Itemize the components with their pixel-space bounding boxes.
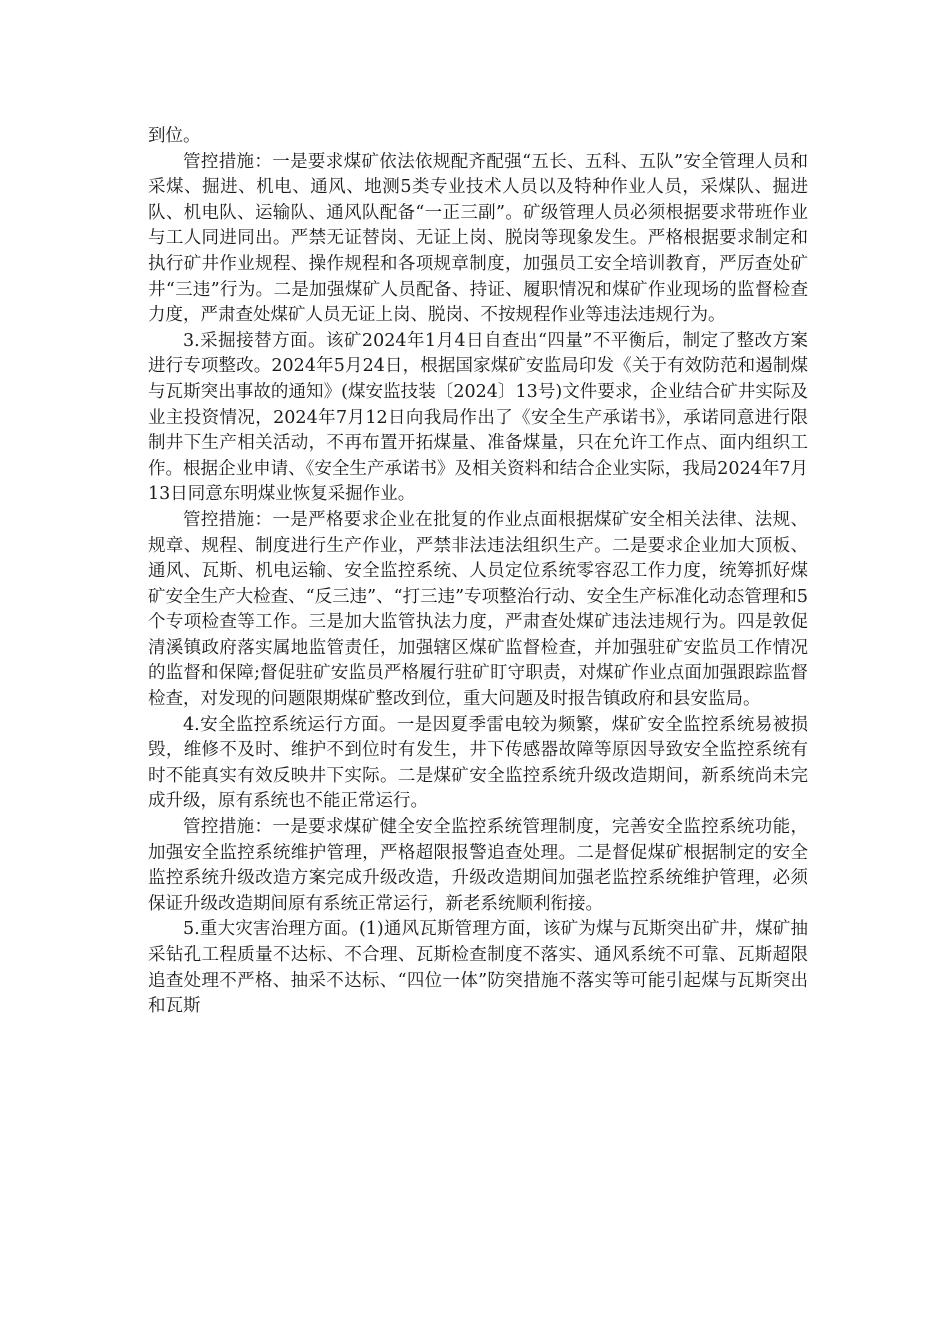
paragraph-monitoring-system: 4.安全监控系统运行方面。一是因夏季雷电较为频繁，煤矿安全监控系统易被损毁，维修不及时、维护不到位时有发生，井下传感器故障等原因导致安全监控系统有时不能真实有效反映井下实际。二是煤矿安全监控系统升级改造期间，新系统尚未完成升级，原有系统也不能正常运行。: [148, 714, 808, 812]
paragraph-control-measures-personnel: 管控措施：一是要求煤矿依法依规配齐配强“五长、五科、五队”安全管理人员和采煤、掘进、机电、通风、地测5类专业技术人员以及特种作业人员，采煤队、掘进队、机电队、运输队、通风队配备“一正三副”。矿级管理人员必须根据要求带班作业与工人同进同出。严禁无证替岗、无证上岗、脱岗等现象发生。严格根据要求制定和执行矿井作业规程、操作规程和各项规章制度，加强员工安全培训教育，严厉查处矿井“三违”行为。二是加强煤矿人员配备、持证、履职情况和煤矿作业现场的监督检查力度，严肃查处煤矿人员无证上岗、脱岗、不按规程作业等违法违规行为。: [148, 151, 808, 326]
document-body: [148, 124, 808, 1020]
paragraph-control-measures-production: 管控措施：一是严格要求企业在批复的作业点面根据煤矿安全相关法律、法规、规章、规程、制度进行生产作业，严禁非法违法组织生产。二是要求企业加大顶板、通风、瓦斯、机电运输、安全监控系统、人员定位系统零容忍工作力度，统筹抓好煤矿安全生产大检查、“反三违”、“打三违”专项整治行动、安全生产标准化动态管理和5个专项检查等工作。三是加大监管执法力度，严肃查处煤矿违法违规行为。四是敦促清溪镇政府落实属地监管责任，加强辖区煤矿监督检查，并加强驻矿安监员工作情况的监督和保障;督促驻矿安监员严格履行驻矿盯守职责，对煤矿作业点面加强跟踪监督检查，对发现的问题限期煤矿整改到位，重大问题及时报告镇政府和县安监局。: [148, 509, 808, 710]
paragraph-continuation: 到位。: [148, 126, 201, 146]
paragraph-control-measures-monitoring: 管控措施：一是要求煤矿健全安全监控系统管理制度，完善安全监控系统功能，加强安全监控系统维护管理，严格超限报警追查处理。二是督促煤矿根据制定的安全监控系统升级改造方案完成升级改造，升级改造期间加强老监控系统维护管理，必须保证升级改造期间原有系统正常运行，新老系统顺利衔接。: [148, 817, 808, 914]
paragraph-mining-succession: 3.采掘接替方面。该矿2024年1月4日自查出“四量”不平衡后，制定了整改方案进行专项整改。2024年5月24日，根据国家煤矿安监局印发《关于有效防范和遏制煤与瓦斯突出事故的通知》(煤安监技装〔2024〕13号)文件要求，企业结合矿井实际及业主投资情况，2024年7月12日向我局作出了《安全生产承诺书》，承诺同意进行限制井下生产相关活动，不再布置开拓煤量、准备煤量，只在允许工作点、面内组织工作。根据企业申请、《安全生产承诺书》及相关资料和结合企业实际，我局2024年7月13日同意东明煤业恢复采掘作业。: [148, 330, 808, 505]
paragraph-major-hazard-control: 5.重大灾害治理方面。(1)通风瓦斯管理方面，该矿为煤与瓦斯突出矿井，煤矿抽采钻孔工程质量不达标、不合理、瓦斯检查制度不落实、通风系统不可靠、瓦斯超限追查处理不严格、抽采不达标、“四位一体”防突措施不落实等可能引起煤与瓦斯突出和瓦斯: [148, 919, 808, 1017]
